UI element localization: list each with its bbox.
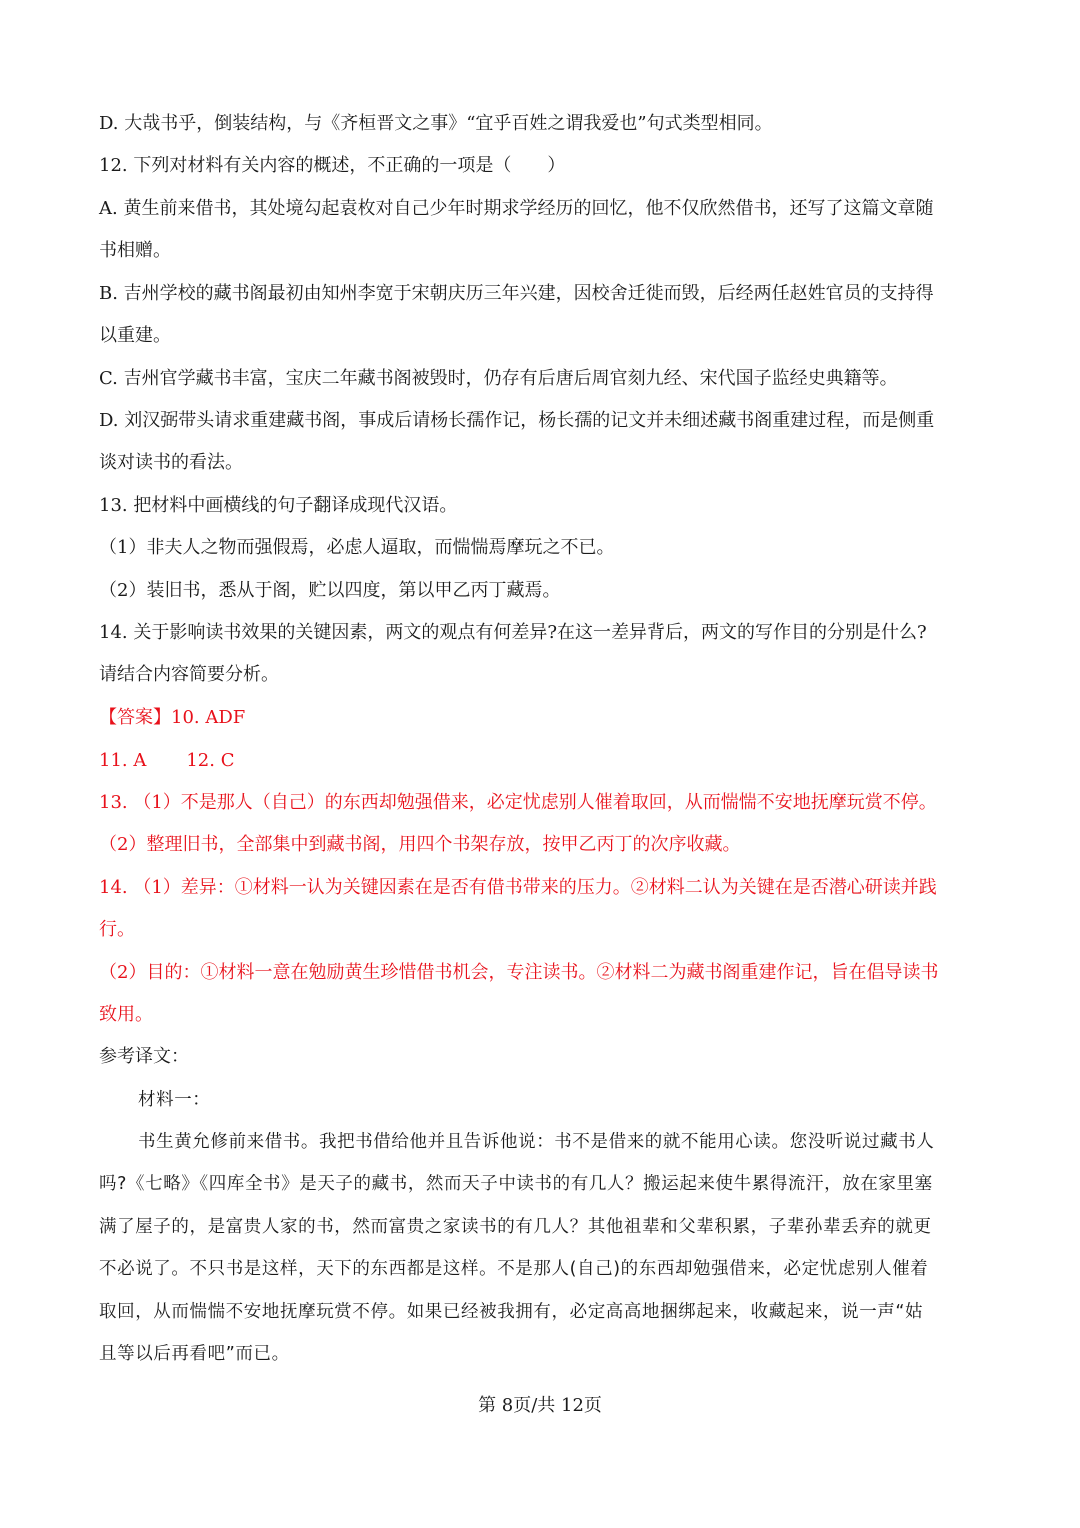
q12-option-a-line2: 书相赠。 <box>99 240 171 261</box>
answer-14-1-line1: 14. （1）差异：①材料一认为关键因素在是否有借书带来的压力。②材料二认为关键在是否潜心研读并践 <box>99 877 937 898</box>
translation-paragraph-line3: 满了屋子的，是富贵人家的书，然而富贵之家读书的有几人？其他祖辈和父辈积累，子辈孙辈丢弃的就更 <box>99 1217 932 1237</box>
q13-stem: 13. 把材料中画横线的句子翻译成现代汉语。 <box>99 495 458 516</box>
answer-14-1-line2: 行。 <box>99 919 135 940</box>
answer-12: 12. C <box>186 750 235 771</box>
q12-stem: 12. 下列对材料有关内容的概述，不正确的一项是（ ） <box>99 155 566 176</box>
q12-option-b-line1: B. 吉州学校的藏书阁最初由知州李宽于宋朝庆历三年兴建，因校舍迁徙而毁，后经两任赵姓官员的支持得 <box>99 283 934 304</box>
translation-paragraph-line1: 书生黄允修前来借书。我把书借给他并且告诉他说：书不是借来的就不能用心读。您没听说过藏书人 <box>138 1132 935 1152</box>
answer-13-2: （2）整理旧书，全部集中到藏书阁，用四个书架存放，按甲乙丙丁的次序收藏。 <box>99 834 741 855</box>
answer-label: 【答案】 <box>99 707 171 728</box>
translation-paragraph-line4: 不必说了。不只书是这样，天下的东西都是这样。不是那人(自己)的东西却勉强借来，必定忧虑别人催着 <box>99 1259 929 1279</box>
q12-option-b-line2: 以重建。 <box>99 325 171 346</box>
translation-paragraph-line5: 取回，从而惴惴不安地抚摩玩赏不停。如果已经被我拥有，必定高高地捆绑起来，收藏起来，说一声“姑 <box>99 1302 924 1322</box>
answer-header <box>99 706 989 730</box>
q12-option-d-line1: D. 刘汉弼带头请求重建藏书阁，事成后请杨长孺作记，杨长孺的记文并未细述藏书阁重建过程，而是侧重 <box>99 410 935 431</box>
q12-option-d-line2: 谈对读书的看法。 <box>99 452 243 473</box>
q13-sentence-1: （1）非夫人之物而强假焉，必虑人逼取，而惴惴焉摩玩之不已。 <box>99 537 615 558</box>
translation-material-label: 材料一： <box>138 1090 211 1110</box>
q12-option-a-line1: A. 黄生前来借书，其处境勾起袁枚对自己少年时期求学经历的回忆，他不仅欣然借书，还写了这篇文章随 <box>99 198 934 219</box>
answer-14-2-line1: （2）目的：①材料一意在勉励黄生珍惜借书机会，专注读书。②材料二为藏书阁重建作记，旨在倡导读书 <box>99 962 939 983</box>
translation-paragraph-line6: 且等以后再看吧”而已。 <box>99 1344 290 1364</box>
page-number-footer: 第 8页/共 12页 <box>478 1395 602 1416</box>
answer-13-1: 13. （1）不是那人（自己）的东西却勉强借来，必定忧虑别人催着取回，从而惴惴不安地抚摩玩赏不停。 <box>99 792 937 813</box>
answer-14-2-line2: 致用。 <box>99 1004 153 1025</box>
q12-option-c: C. 吉州官学藏书丰富，宝庆二年藏书阁被毁时，仍存有后唐后周官刻九经、宋代国子监经史典籍等。 <box>99 368 898 389</box>
translation-paragraph-line2: 吗?《七略》《四库全书》是天子的藏书，然而天子中读书的有几人？搬运起来使牛累得流汗，放在家里塞 <box>99 1174 933 1194</box>
q11-option-d: D. 大哉书乎，倒装结构，与《齐桓晋文之事》“宜乎百姓之谓我爱也”句式类型相同。 <box>99 113 773 134</box>
q13-sentence-2: （2）装旧书，悉从于阁，贮以四度，第以甲乙丙丁藏焉。 <box>99 580 561 601</box>
q14-stem-line1: 14. 关于影响读书效果的关键因素，两文的观点有何差异?在这一差异背后，两文的写作目的分别是什么? <box>99 622 927 643</box>
answer-11-12-row <box>99 749 989 773</box>
q14-stem-line2: 请结合内容简要分析。 <box>99 664 279 685</box>
answer-11: 11. A <box>99 750 147 771</box>
translation-heading: 参考译文： <box>99 1046 189 1067</box>
answer-10: 10. ADF <box>171 707 246 728</box>
